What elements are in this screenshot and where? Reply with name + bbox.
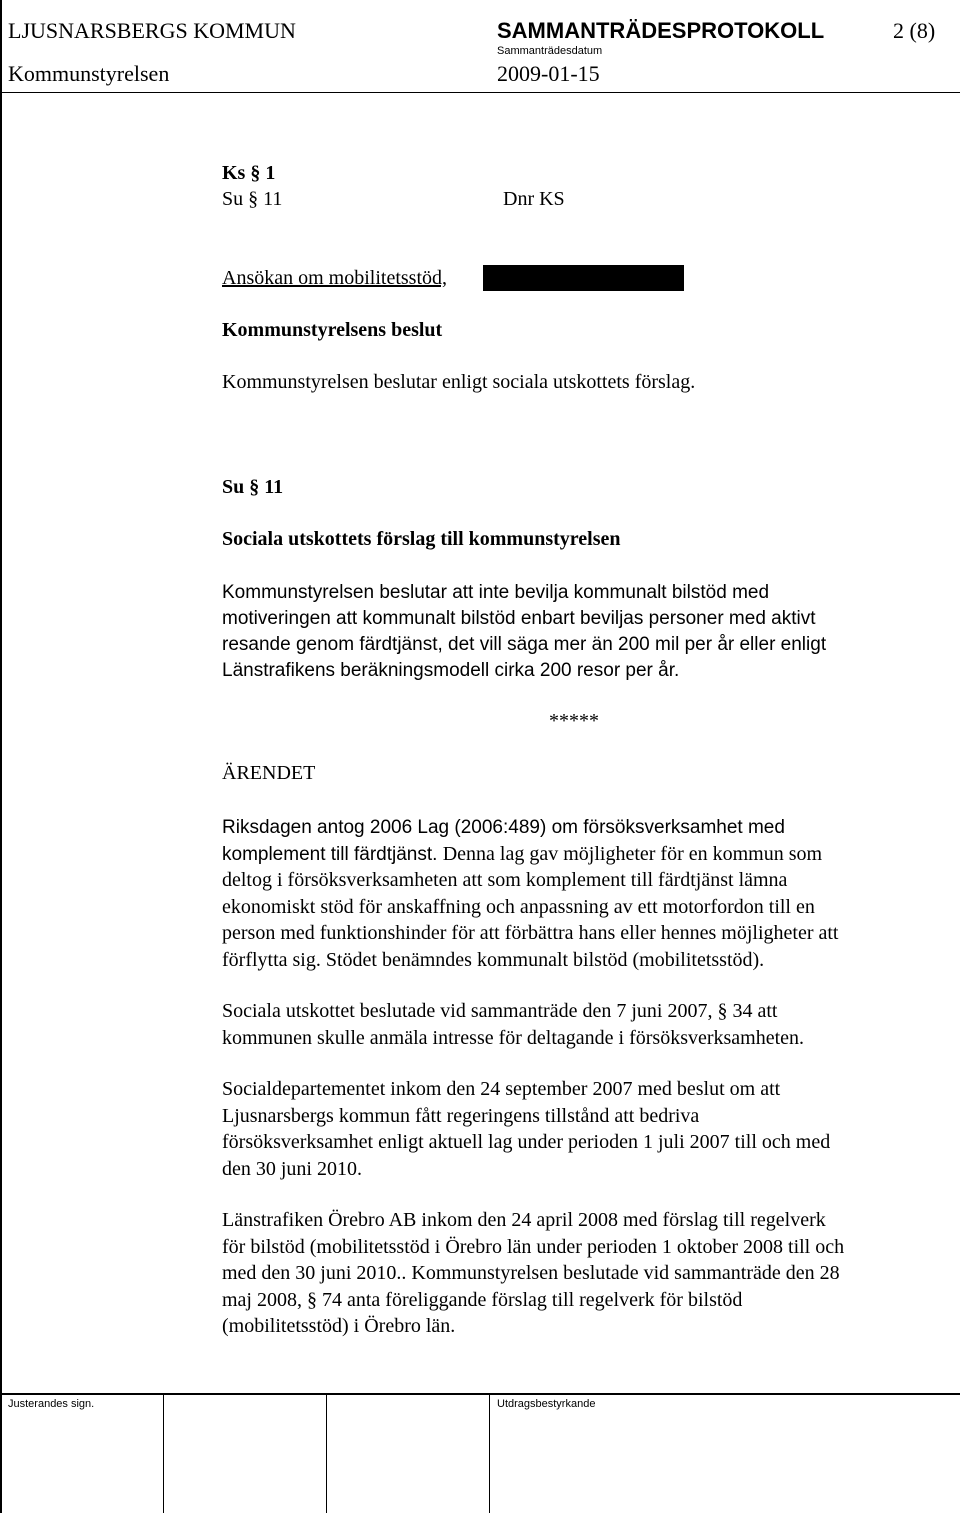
- su-section-heading: Sociala utskottets förslag till kommunstyrelsen: [222, 528, 621, 550]
- proposal-line: motiveringen att kommunalt bilstöd enbart beviljas personer med aktivt: [222, 608, 816, 629]
- paragraph-line: Länstrafiken Örebro AB inkom den 24 april 2008 med förslag till regelverk: [222, 1209, 826, 1231]
- meeting-date: 2009-01-15: [497, 61, 600, 86]
- meeting-date-label: Sammanträdesdatum: [497, 45, 603, 57]
- redaction-bar: [483, 265, 684, 291]
- municipality-name: LJUSNARSBERGS KOMMUN: [8, 18, 296, 43]
- header-divider: [0, 92, 960, 93]
- arende-line: förflytta sig. Stödet benämndes kommunalt bilstöd (mobilitetsstöd).: [222, 948, 765, 971]
- paragraph-4: [222, 1076, 938, 1182]
- arende-line: Riksdagen antog 2006 Lag (2006:489) om försöksverksamhet med: [222, 817, 785, 838]
- paragraph-line: maj 2008, § 74 anta föreliggande förslag till regelverk för bilstöd: [222, 1288, 743, 1311]
- paragraph-line: den 30 juni 2010.: [222, 1157, 362, 1180]
- paragraph-line: för bilstöd (mobilitetsstöd i Örebro län under perioden 1 oktober 2008 till och: [222, 1235, 845, 1258]
- arende-line-continuation: Denna lag gav möjligheter för en kommun som: [442, 843, 823, 865]
- organ-name: Kommunstyrelsen: [8, 61, 170, 86]
- paragraph-5: [222, 1207, 938, 1340]
- su-paragraph-ref: Su § 11: [222, 188, 283, 210]
- utdragsbestyrkande-label: Utdragsbestyrkande: [497, 1398, 596, 1410]
- paragraph-line: Socialdepartementet inkom den 24 september 2007 med beslut om att: [222, 1078, 781, 1100]
- page-left-border: [0, 0, 2, 1513]
- paragraph-line: (mobilitetsstöd) i Örebro län.: [222, 1315, 456, 1337]
- arende-heading: ÄRENDET: [222, 762, 316, 784]
- arende-line: ekonomiskt stöd för anskaffning och anpassning av ett motorfordon till en: [222, 895, 815, 918]
- paragraph-line: Ljusnarsbergs kommun fått regeringens tillstånd att bedriva: [222, 1104, 700, 1127]
- su-section-ref: Su § 11: [222, 476, 284, 498]
- document-title: SAMMANTRÄDESPROTOKOLL: [497, 18, 825, 43]
- arende-line: komplement till färdtjänst. Denna lag gav möjligheter för en kommun som: [222, 843, 823, 865]
- proposal-line: Länstrafikens beräkningsmodell cirka 200 resor per år.: [222, 660, 680, 681]
- page-number: 2 (8): [893, 18, 936, 43]
- proposal-paragraph: [222, 580, 938, 684]
- arende-line: deltog i försöksverksamheten att som komplement till färdtjänst lämna: [222, 869, 788, 891]
- ks-paragraph-ref: Ks § 1: [222, 162, 276, 184]
- section-separator: *****: [549, 710, 599, 732]
- decision-text: Kommunstyrelsen beslutar enligt sociala utskottets förslag.: [222, 371, 696, 393]
- decision-heading: Kommunstyrelsens beslut: [222, 319, 443, 341]
- case-subject: Ansökan om mobilitetsstöd,: [222, 267, 447, 289]
- proposal-line: resande genom färdtjänst, det vill säga mer än 200 mil per år eller enligt: [222, 634, 827, 655]
- paragraph-3: [222, 998, 938, 1051]
- justerandes-sign-label: Justerandes sign.: [8, 1398, 95, 1410]
- proposal-line: Kommunstyrelsen beslutar att inte bevilja kommunalt bilstöd med: [222, 582, 770, 603]
- signature-cell: [327, 1395, 490, 1513]
- paragraph-line: kommunen skulle anmäla intresse för deltagande i försöksverksamheten.: [222, 1026, 805, 1049]
- arende-paragraph-2: [222, 867, 938, 973]
- paragraph-line: försöksverksamhet enligt aktuell lag under perioden 1 juli 2007 till och med: [222, 1131, 831, 1153]
- signature-cell: [2, 1395, 164, 1513]
- arende-paragraph-1: [222, 815, 938, 868]
- paragraph-line: Sociala utskottet beslutade vid sammanträde den 7 juni 2007, § 34 att: [222, 1000, 778, 1022]
- paragraph-line: med den 30 juni 2010.. Kommunstyrelsen beslutade vid sammanträde den 28: [222, 1262, 840, 1284]
- diary-number: Dnr KS: [503, 188, 565, 210]
- arende-line: person med funktionshinder för att förbättra hans eller hennes möjligheter att: [222, 922, 839, 944]
- signature-cell: [164, 1395, 327, 1513]
